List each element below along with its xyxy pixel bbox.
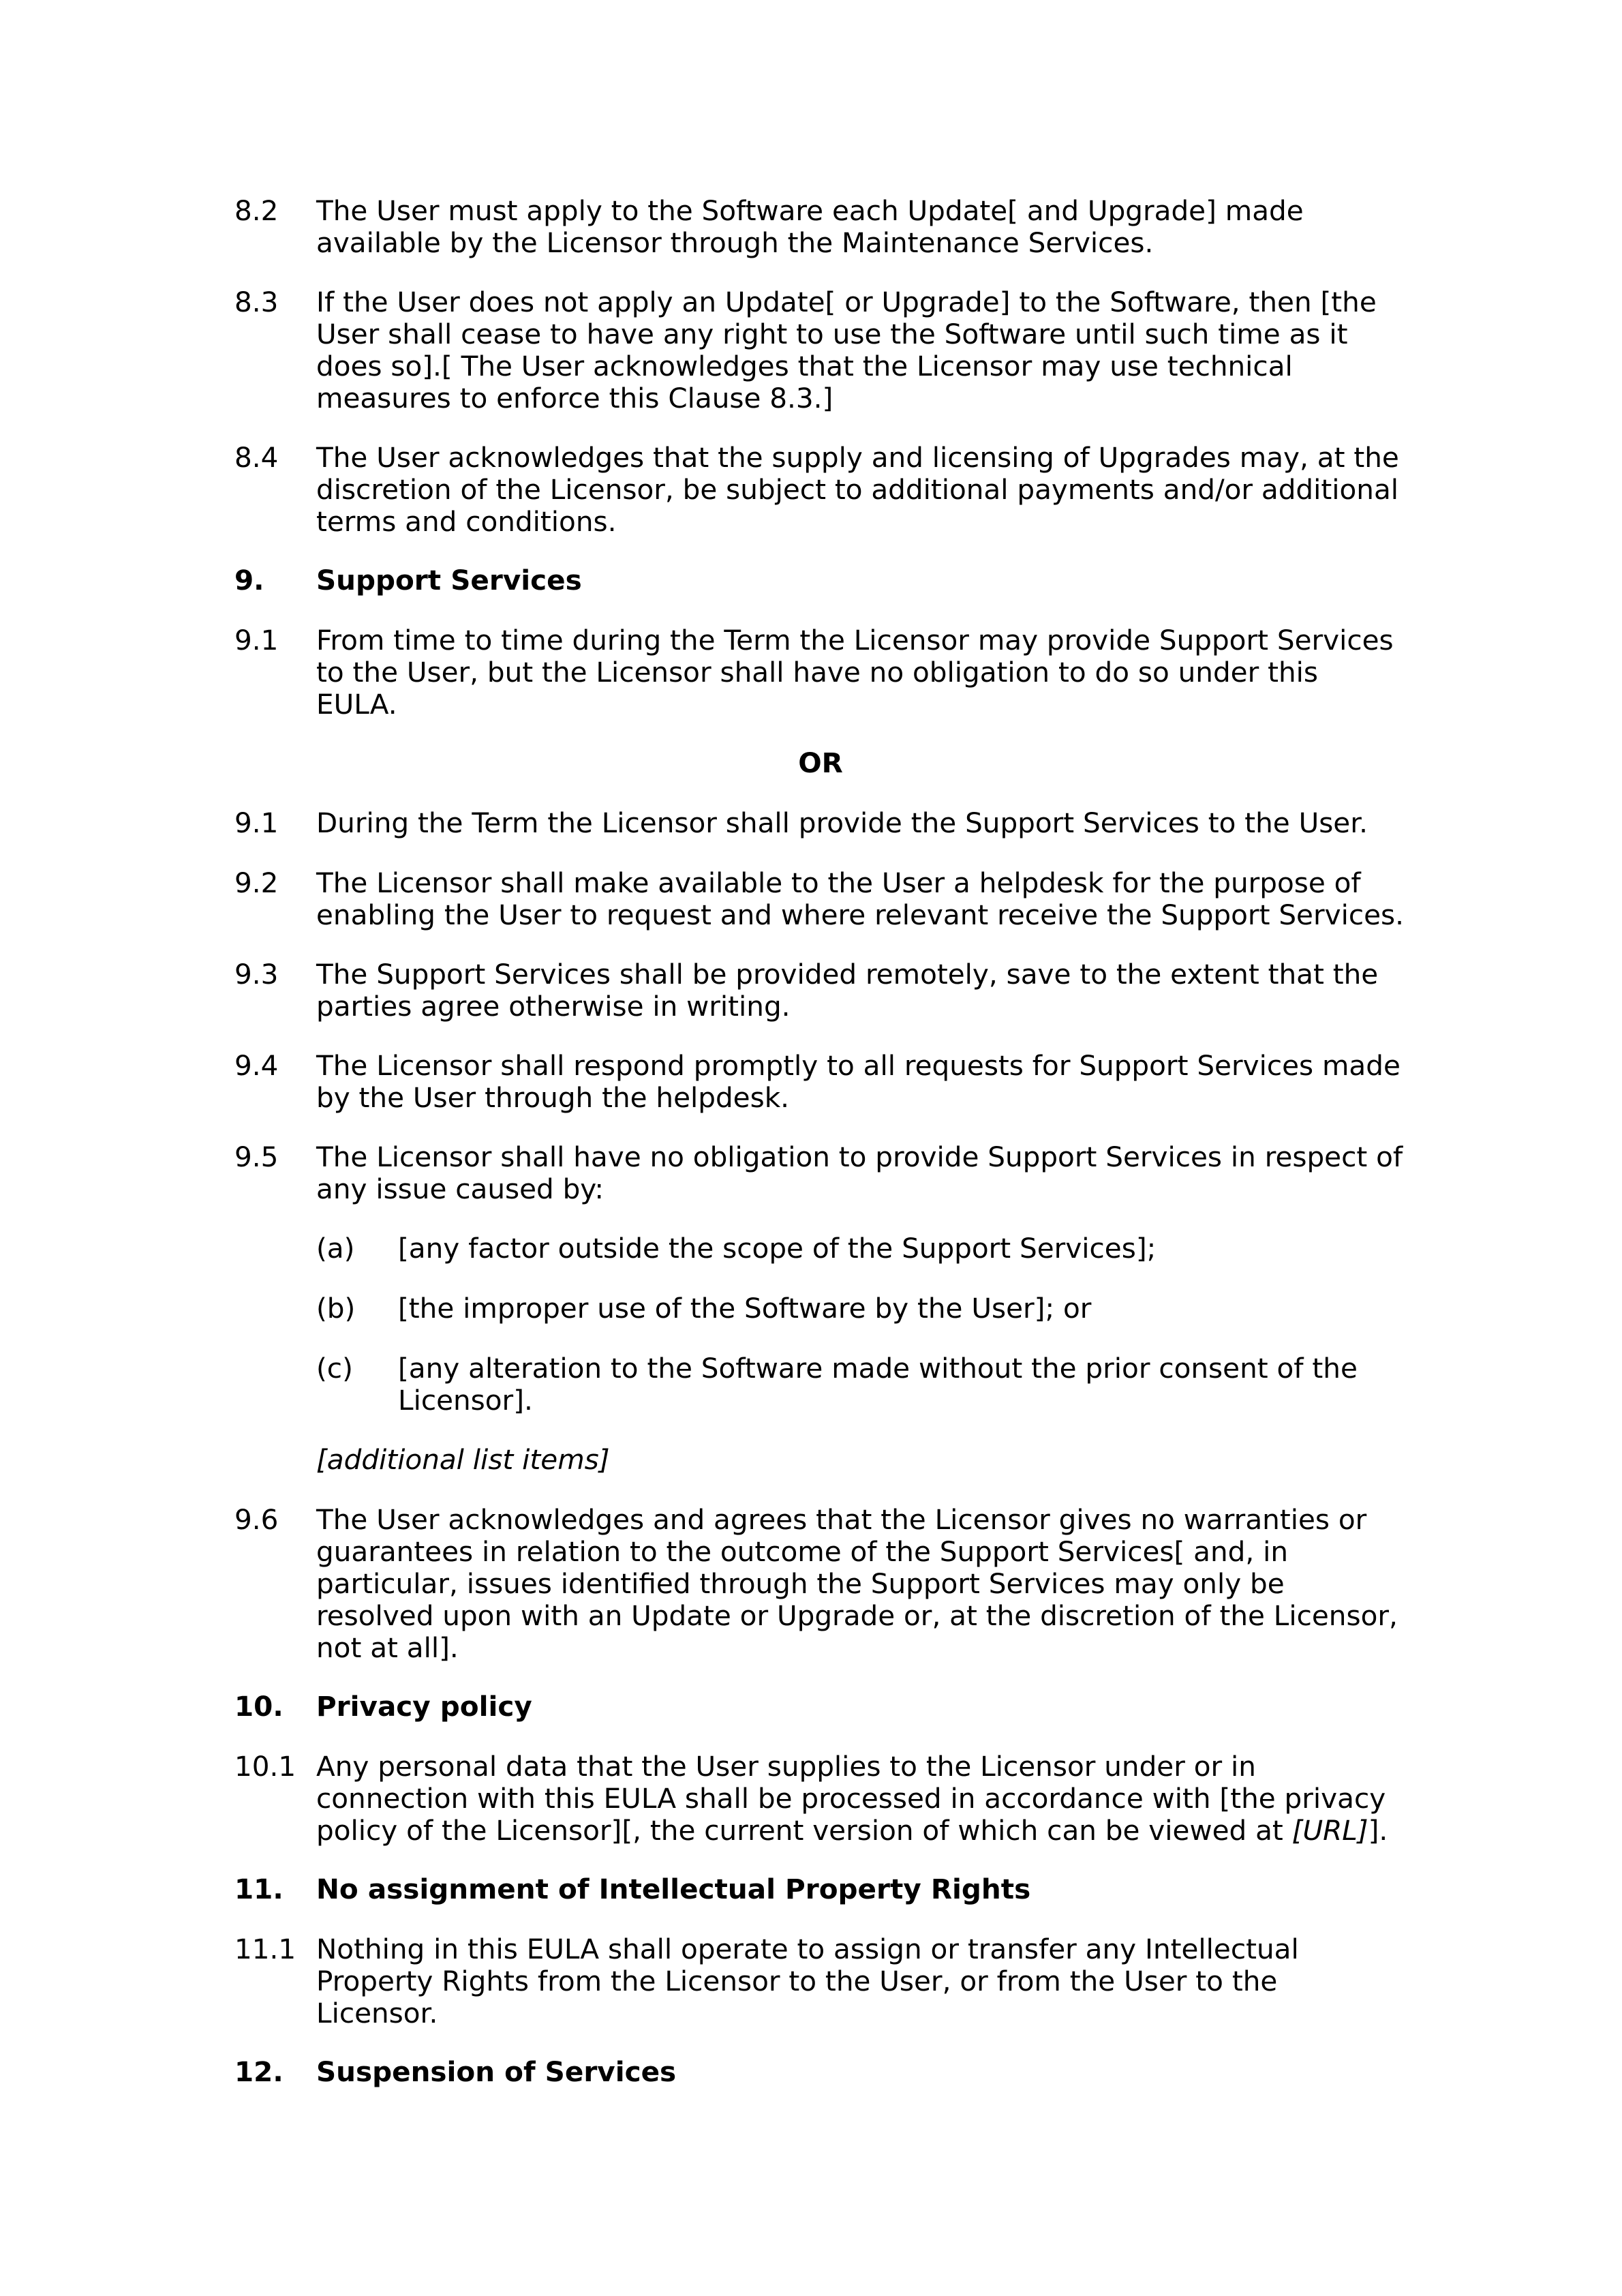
text-line: The Licensor shall have no obligation to provide Support Services in respect of [316, 1141, 1403, 1173]
item-letter: (c) [316, 1352, 353, 1385]
clause-text [316, 1504, 1413, 1664]
url-placeholder: [URL] [1291, 1814, 1368, 1847]
clause-number: 9.2 [234, 866, 279, 899]
text-line: guarantees in relation to the outcome of the Support Services[ and, in [316, 1535, 1289, 1568]
text-line: any issue caused by: [316, 1173, 604, 1205]
text-line: terms and conditions. [316, 505, 617, 538]
clause-text [316, 958, 1413, 1023]
section-title: Privacy policy [316, 1690, 532, 1723]
clause-text [316, 442, 1413, 538]
text-line [316, 1815, 1413, 1847]
clause-number: 8.4 [234, 441, 279, 474]
text-line: During the Term the Licensor shall provide the Support Services to the User. [316, 806, 1368, 839]
clause-text [316, 1050, 1413, 1114]
clause-number: 8.3 [234, 286, 279, 318]
clause-text [316, 1751, 1413, 1847]
text-line: [the improper use of the Software by the User]; or [398, 1292, 1092, 1325]
section-title: Support Services [316, 564, 582, 596]
text-line: Licensor]. [398, 1384, 533, 1417]
item-text [398, 1233, 1413, 1265]
text-line: Nothing in this EULA shall operate to assign or transfer any Intellectual [316, 1933, 1299, 1965]
section-number: 11. [234, 1873, 284, 1905]
text-line: The Licensor shall respond promptly to all requests for Support Services made [316, 1049, 1401, 1082]
clause-number: 9.6 [234, 1503, 279, 1536]
text-line: Licensor. [316, 1997, 438, 2029]
text-line: EULA. [316, 688, 397, 721]
clause-number: 8.2 [234, 194, 279, 227]
text-line: particular, issues identified through the Support Services may only be [316, 1567, 1285, 1600]
text-line: not at all]. [316, 1631, 459, 1664]
or-label: OR [798, 746, 843, 779]
text-line: to the User, but the Licensor shall have no obligation to do so under this [316, 656, 1319, 689]
text-line: If the User does not apply an Update[ or Upgrade] to the Software, then [the [316, 286, 1377, 318]
section-title: No assignment of Intellectual Property Rights [316, 1873, 1031, 1905]
text-line: From time to time during the Term the Licensor may provide Support Services [316, 624, 1394, 656]
item-text [398, 1353, 1413, 1417]
text-line: The User must apply to the Software each Update[ and Upgrade] made [316, 194, 1304, 227]
text-line: parties agree otherwise in writing. [316, 990, 791, 1023]
section-title: Suspension of Services [316, 2055, 677, 2088]
clause-number: 9.4 [234, 1049, 279, 1082]
text-line: [any alteration to the Software made without the prior consent of the [398, 1352, 1358, 1385]
text-line: available by the Licensor through the Maintenance Services. [316, 226, 1154, 259]
text-line: resolved upon with an Update or Upgrade or, at the discretion of the Licensor, [316, 1599, 1398, 1632]
clause-text [316, 286, 1413, 414]
text-line: does so].[ The User acknowledges that the Licensor may use technical [316, 350, 1293, 382]
additional-items-note: [additional list items] [316, 1443, 610, 1476]
clause-text [316, 807, 1413, 839]
clause-text [316, 1933, 1413, 2029]
text-line: [any factor outside the scope of the Support Services]; [398, 1232, 1157, 1265]
text-line: Property Rights from the Licensor to the User, or from the User to the [316, 1965, 1278, 1997]
clause-number: 9.1 [234, 806, 279, 839]
text-line: The Licensor shall make available to the User a helpdesk for the purpose of [316, 866, 1361, 899]
item-letter: (b) [316, 1292, 356, 1325]
clause-text [316, 195, 1413, 259]
text-line: The User acknowledges that the supply and licensing of Upgrades may, at the [316, 441, 1399, 474]
text-line: The Support Services shall be provided remotely, save to the extent that the [316, 958, 1379, 991]
clause-number: 9.3 [234, 958, 279, 991]
text-line: discretion of the Licensor, be subject to additional payments and/or additional [316, 473, 1399, 506]
clause-number: 9.5 [234, 1141, 279, 1173]
text-line: enabling the User to request and where relevant receive the Support Services. [316, 898, 1404, 931]
item-letter: (a) [316, 1232, 355, 1265]
text-line: The User acknowledges and agrees that the Licensor gives no warranties or [316, 1503, 1367, 1536]
text-line: Any personal data that the User supplies to the Licensor under or in [316, 1750, 1256, 1783]
clause-number: 11.1 [234, 1933, 296, 1965]
text-line: connection with this EULA shall be processed in accordance with [the privacy [316, 1782, 1386, 1815]
section-number: 10. [234, 1690, 284, 1723]
text-fragment: ]. [1368, 1814, 1388, 1847]
text-line: measures to enforce this Clause 8.3.] [316, 382, 833, 414]
clause-text [316, 867, 1413, 931]
clause-number: 9.1 [234, 624, 279, 656]
text-line: User shall cease to have any right to use the Software until such time as it [316, 318, 1348, 350]
clause-text [316, 1141, 1413, 1205]
section-number: 9. [234, 564, 264, 596]
section-number: 12. [234, 2055, 284, 2088]
clause-text [316, 624, 1413, 721]
text-fragment: policy of the Licensor][, the current version of which can be viewed at [316, 1814, 1292, 1847]
text-line: by the User through the helpdesk. [316, 1081, 790, 1114]
item-text [398, 1293, 1413, 1325]
clause-number: 10.1 [234, 1750, 296, 1783]
